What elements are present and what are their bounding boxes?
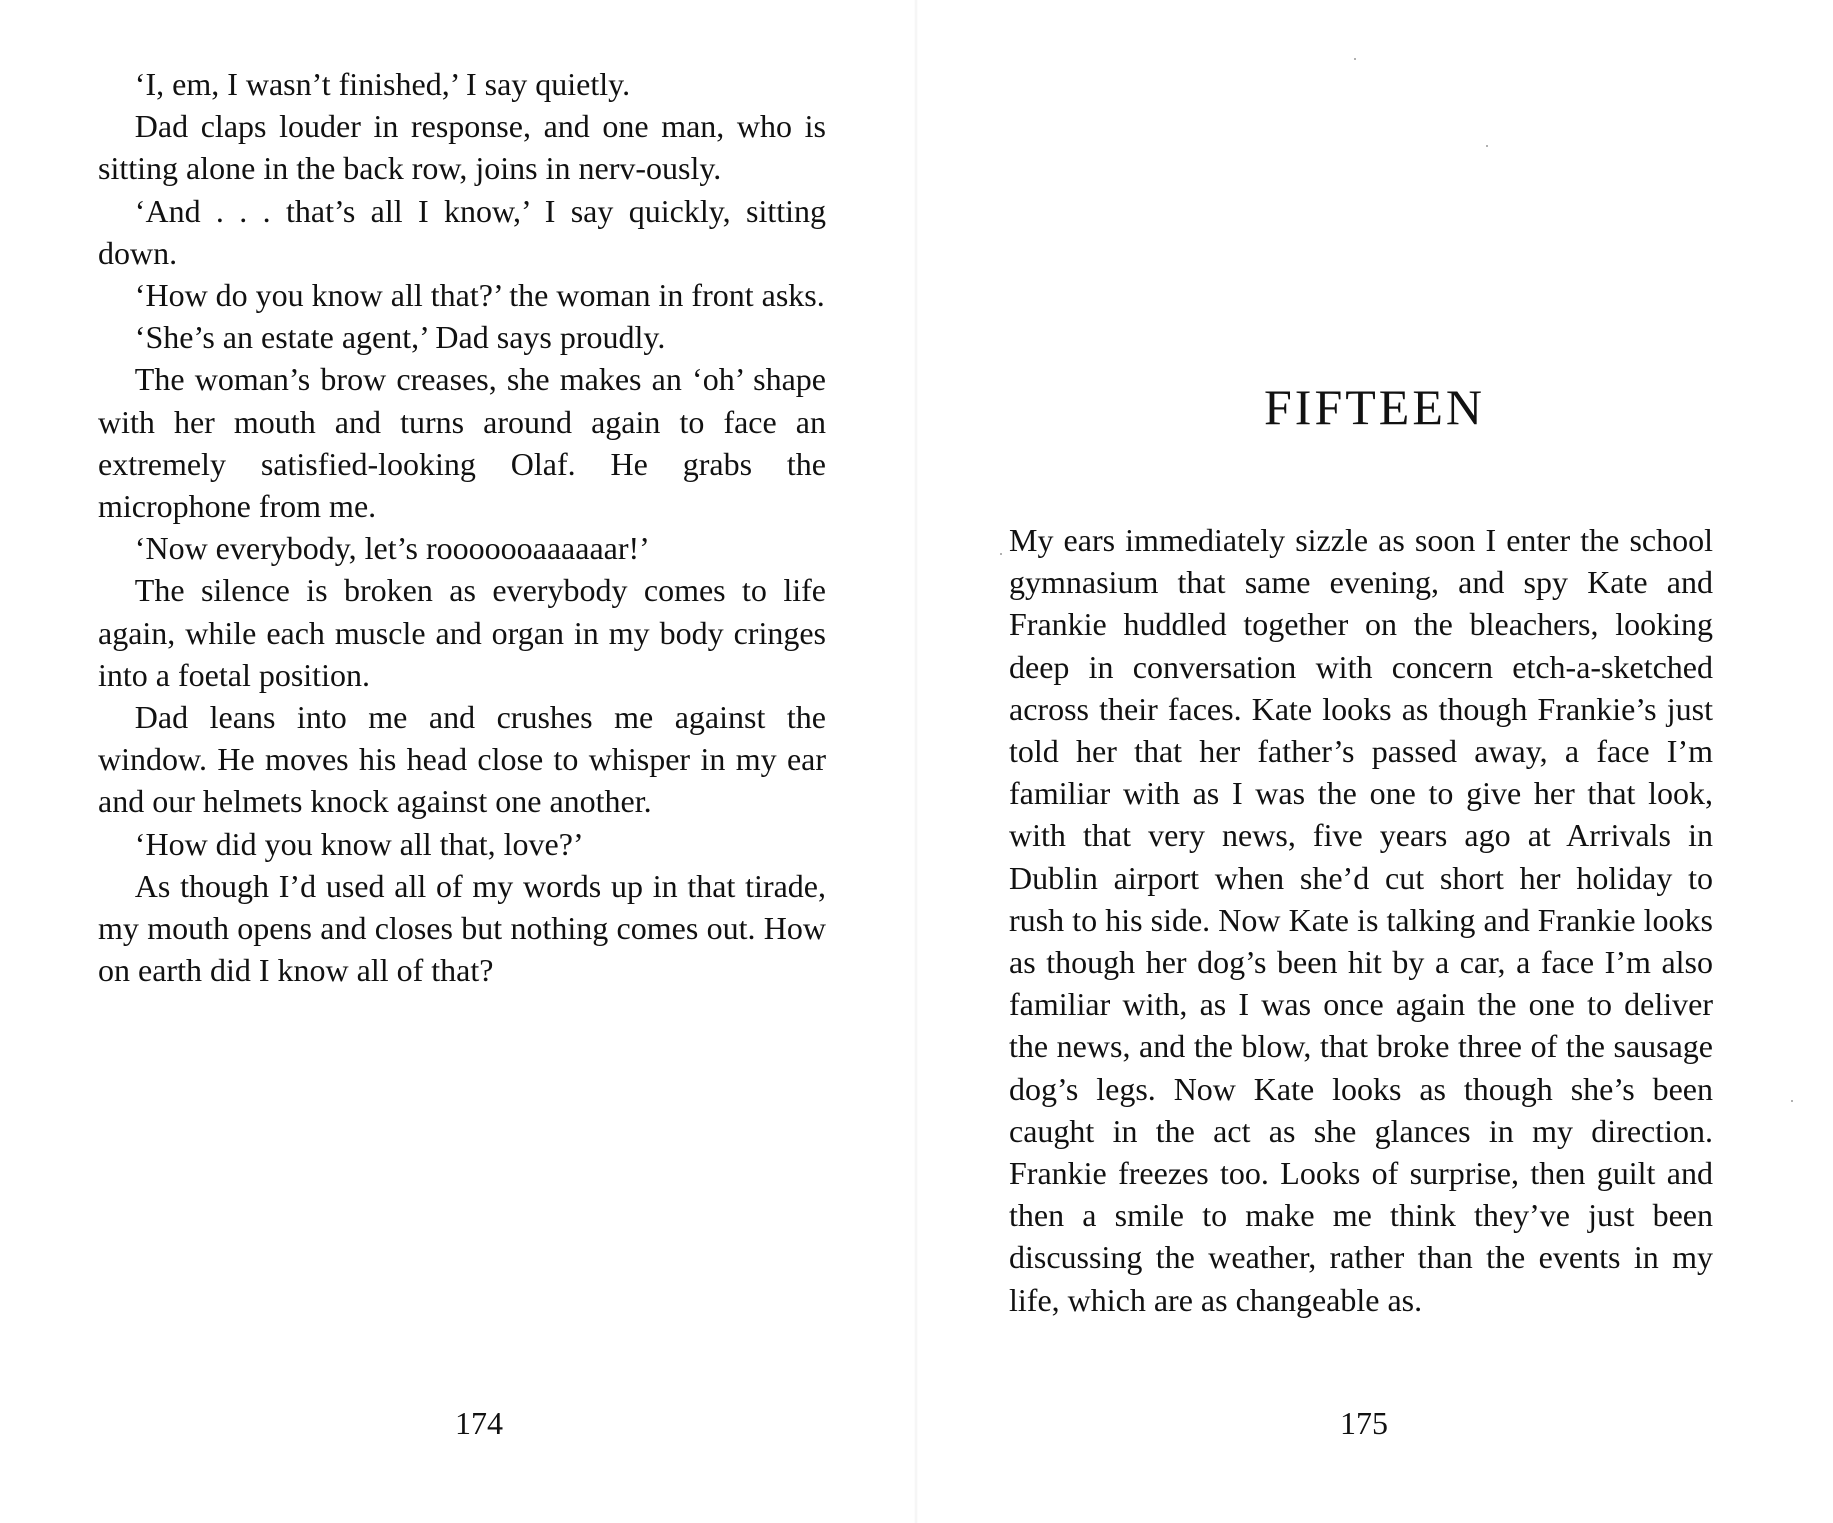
left-page [0,0,916,1523]
print-speck [1000,553,1002,555]
paragraph: As though I’d used all of my words up in that tirade, my mouth opens and closes but nothing comes out. How on earth did I know all of that? [98,867,826,989]
paragraph: My ears immediately sizzle as soon I enter the school gymnasium that same evening, and spy Kate and Frankie huddled together on the bleachers, looking deep in conversation with concern etch-a-sketched across their faces. Kate looks as though Frankie’s just told her that her father’s passed away, a face I’m familiar with as I was the one to give her that look, with that very news, five years ago at Arrivals in Dublin airport when she’d cut short her holiday to rush to his side. Now Kate is talking and Frankie looks as though her dog’s been hit by a car, a face I’m also familiar with, as I was once again the one to deliver the news, and the blow, that broke three of the sausage dog’s legs. Now Kate looks as though she’s been caught in the act as she glances in my direction. Frankie freezes too. Looks of surprise, then guilt and then a smile to make me think they’ve just been discussing the weather, rather than the events in my life, which are as changeable as. [1009,522,1713,1318]
paragraph: Dad leans into me and crushes me against the window. He moves his head close to whisper in my ear and our helmets knock against one another. [98,699,826,820]
left-page-body [98,63,826,991]
paragraph: ‘Now everybody, let’s rooooooaaaaaar!’ [134,530,650,567]
paragraph: ‘And . . . that’s all I know,’ I say quickly, sitting down. [98,192,826,271]
paragraph: The woman’s brow creases, she makes an ‘oh’ shape with her mouth and turns around again to face an extremely satisfied-looking Olaf. He grabs the microphone from me. [98,361,826,525]
right-page [916,0,1833,1523]
paragraph: ‘How do you know all that?’ the woman in front asks. [134,277,825,314]
page-number: 175 [1340,1405,1388,1441]
chapter-title: FIFTEEN [1264,379,1485,435]
print-speck [1354,58,1356,60]
right-page-body [1009,519,1713,1321]
paragraph: ‘I, em, I wasn’t finished,’ I say quietly. [134,66,631,102]
paragraph: ‘How did you know all that, love?’ [134,825,584,862]
print-speck [1791,1100,1793,1102]
print-speck [1486,145,1488,147]
paragraph: The silence is broken as everybody comes to life again, while each muscle and organ in my body cringes into a foetal position. [98,572,826,693]
paragraph: ‘She’s an estate agent,’ Dad says proudly. [134,319,666,356]
page-number: 174 [455,1405,503,1441]
paragraph: Dad claps louder in response, and one man, who is sitting alone in the back row, joins in nerv-ously. [98,108,826,187]
